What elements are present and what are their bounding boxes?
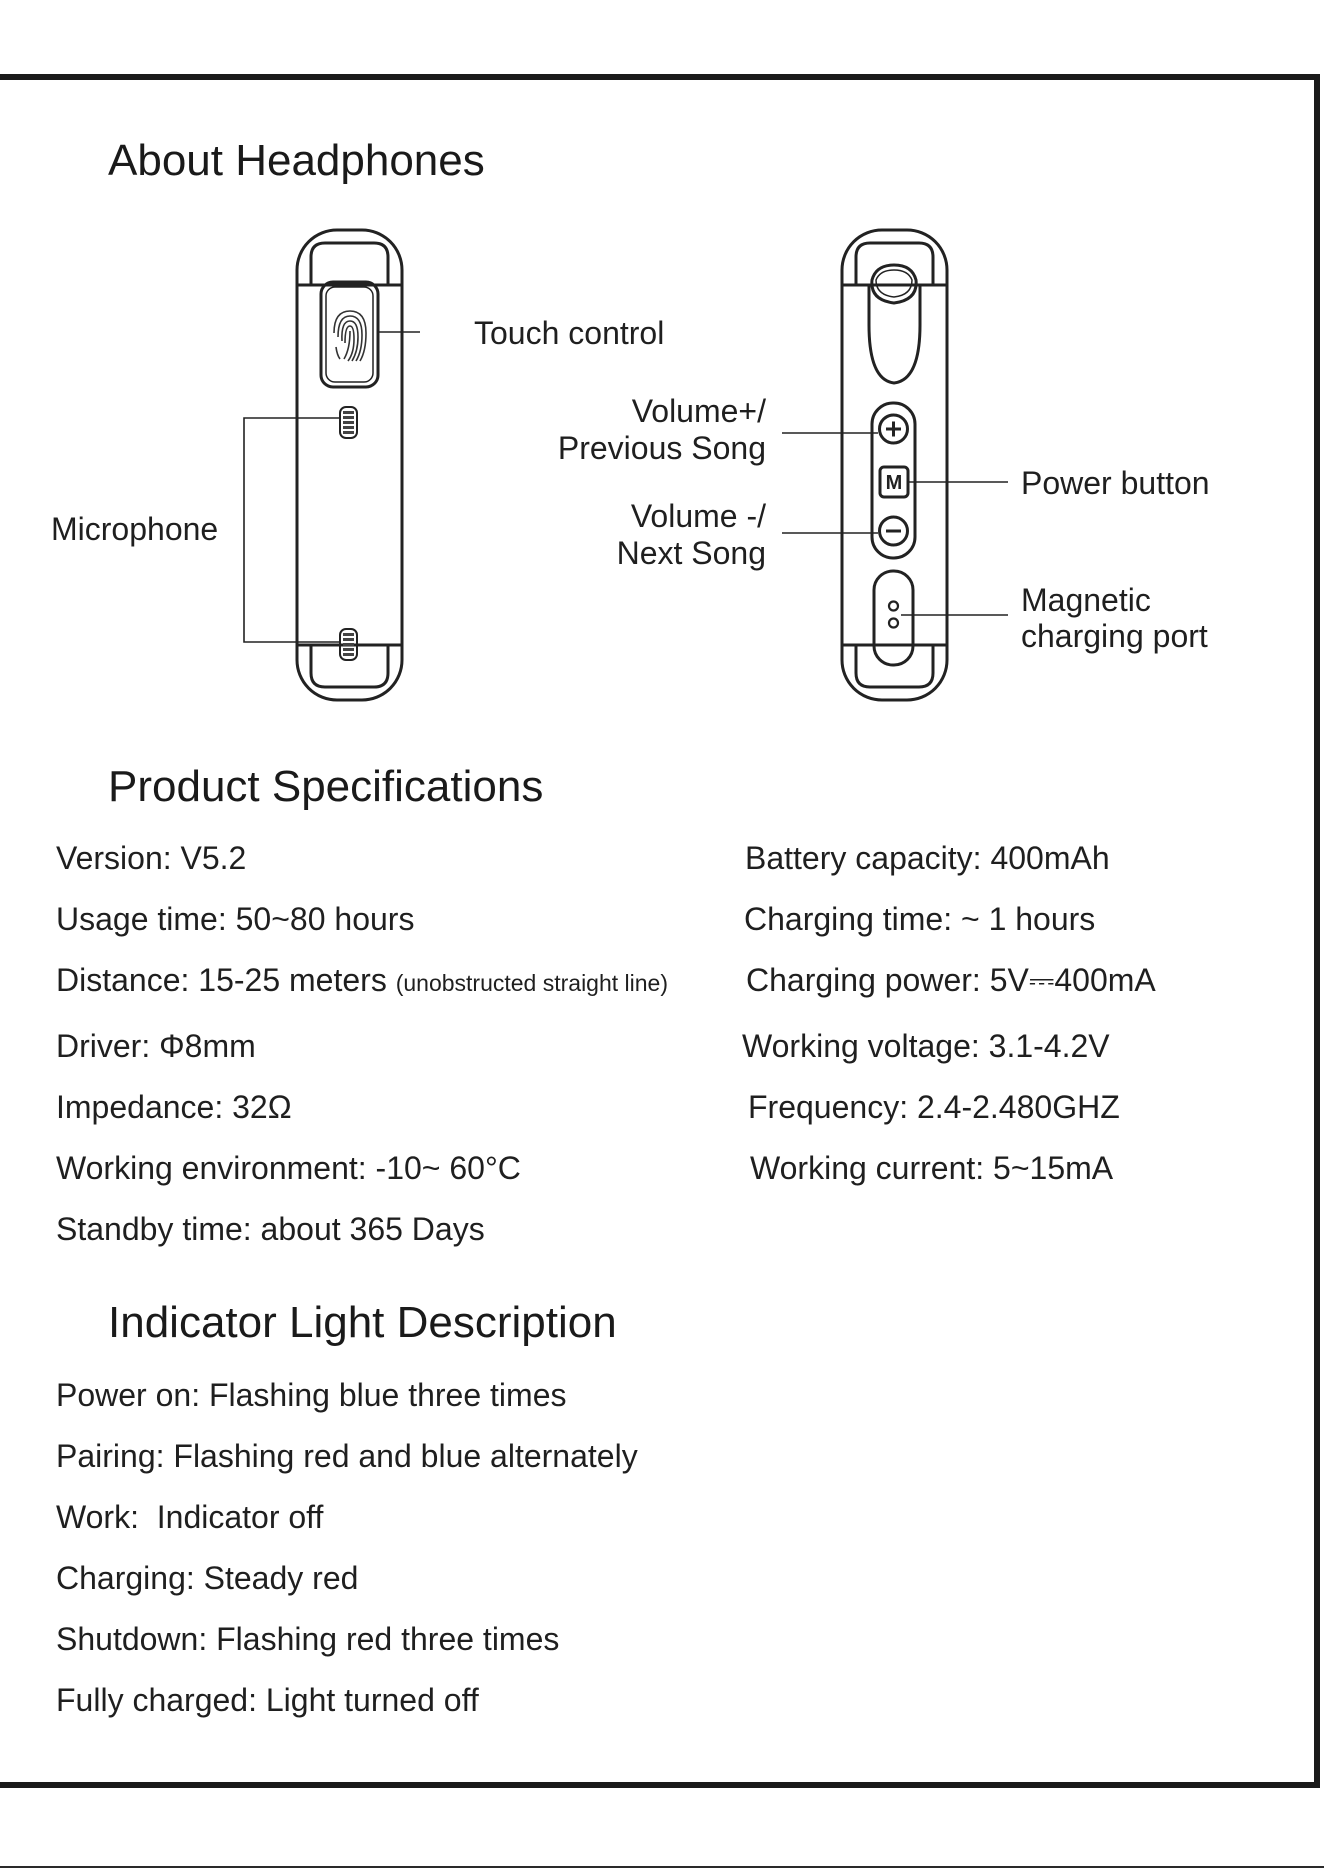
charging-contacts-icon: [889, 602, 898, 628]
indicator-work: Work: Indicator off: [56, 1499, 324, 1535]
touch-control-label: Touch control: [474, 315, 665, 351]
m-button-icon: [880, 467, 908, 497]
spec-driver: Driver: Φ8mm: [56, 1028, 256, 1064]
product-specifications-title: Product Specifications: [108, 762, 544, 811]
indicator-pairing: Pairing: Flashing red and blue alternately: [56, 1438, 638, 1474]
spec-charging-power: Charging power: 5V⎓400mA: [746, 962, 1156, 998]
spec-version: Version: V5.2: [56, 840, 247, 876]
spec-working-voltage: Working voltage: 3.1-4.2V: [742, 1028, 1110, 1064]
indicator-fully-charged: Fully charged: Light turned off: [56, 1682, 479, 1718]
indicator-power-on: Power on: Flashing blue three times: [56, 1377, 567, 1413]
spec-distance-value: Distance: 15-25 meters: [56, 962, 387, 998]
microphone-label: Microphone: [51, 511, 219, 547]
volume-down-label-line2: Next Song: [616, 535, 766, 571]
volume-down-label-line1: Volume -/: [630, 498, 766, 534]
headphone-back-diagram: [770, 225, 1030, 705]
spec-battery-capacity: Battery capacity: 400mAh: [745, 840, 1110, 876]
spec-distance-note: (unobstructed straight line): [395, 970, 669, 996]
volume-up-label-line1: Volume+/: [631, 393, 766, 429]
volume-up-label-line2: Previous Song: [557, 430, 766, 466]
fingerprint-icon: [334, 311, 366, 361]
spec-working-current: Working current: 5~15mA: [750, 1150, 1114, 1186]
spec-usage-time: Usage time: 50~80 hours: [56, 901, 415, 937]
spec-impedance: Impedance: 32Ω: [56, 1089, 292, 1125]
svg-text:M: M: [885, 472, 903, 494]
spec-distance: [56, 964, 668, 996]
spec-working-environment: Working environment: -10~ 60°C: [56, 1150, 521, 1186]
indicator-light-title: Indicator Light Description: [108, 1298, 617, 1347]
minus-button-icon: [880, 517, 908, 545]
spec-charging-time: Charging time: ~ 1 hours: [744, 901, 1096, 937]
about-headphones-title: About Headphones: [108, 136, 485, 185]
indicator-shutdown: Shutdown: Flashing red three times: [56, 1621, 560, 1657]
headphone-front-diagram: [230, 225, 420, 705]
bottom-rule: [0, 1866, 1324, 1868]
spec-standby-time: Standby time: about 365 Days: [56, 1211, 485, 1247]
power-button-label: Power button: [1021, 465, 1210, 501]
indicator-charging: Charging: Steady red: [56, 1560, 359, 1596]
magnetic-charging-label-line2: charging port: [1021, 618, 1208, 654]
plus-button-icon: [880, 415, 908, 443]
magnetic-charging-label-line1: Magnetic: [1021, 582, 1151, 618]
spec-frequency: Frequency: 2.4-2.480GHZ: [748, 1089, 1120, 1125]
